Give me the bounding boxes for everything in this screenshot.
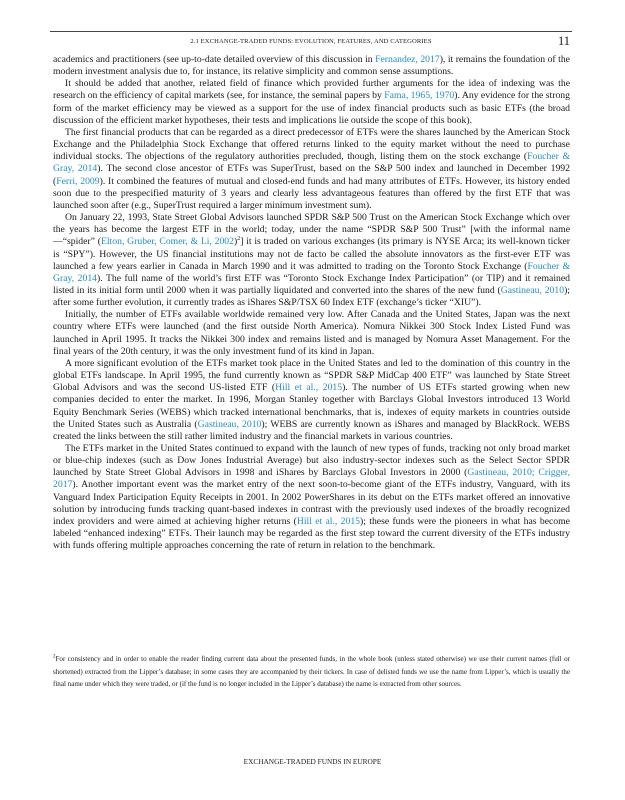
text-run: On January 22, 1993, State Street Global Advisors launched SPDR S&P 500 Trust on the American Stock Exchange which over the years has become the largest ETF in the world; today, under the name “SPDR S&P 500 Trust” [with the informal name—“spider” ( [53, 212, 570, 248]
body-text [53, 54, 570, 552]
text-run: ] it is traded on various exchanges (its primary is NYSE Arca; its well-known ticker is “SPY”). However, the US financial institutions may not de facto be called the absolute innovators as the first-ever ETF was launched a few years earlier in Canada in March 1990 and it was admitted to trading on the Toronto Stock Exchange ( [53, 236, 570, 272]
text-run: ) [233, 236, 238, 248]
running-title: 2.1 EXCHANGE-TRADED FUNDS: EVOLUTION, FEATURES, AND CATEGORIES [190, 38, 432, 45]
footnote-marker: 2 [53, 654, 56, 660]
running-header [50, 36, 572, 48]
citation-link[interactable]: Fernandez, 2017 [375, 54, 440, 65]
citation-link[interactable]: Gastineau, 2010 [197, 418, 262, 430]
footnote [53, 653, 570, 691]
paragraph [53, 309, 570, 358]
paragraph [53, 358, 570, 443]
text-run: ). The second close ancestor of ETFs was SuperTrust, based on the S&P 500 index and launched in December 1992 ( [53, 163, 570, 187]
citation-link[interactable]: Foucher & Gray, 2014 [53, 260, 570, 284]
text-run: The ETFs market in the United States continued to expand with the launch of new types of funds, tracking not only broad market or blue-chip indexes (such as Dow Jones Industrial Average) but also industry-sector indexes such as the Select Sector SPDR launched by State Street Global Advisors in 1998 and iShares by Barclays Global Investors in 2000 ( [53, 443, 570, 479]
citation-link[interactable]: Fama, 1965, 1970 [384, 90, 455, 102]
text-run: academics and practitioners (see up-to-date detailed overview of this discussion in [53, 54, 376, 65]
text-run: The first financial products that can be regarded as a direct predecessor of ETFs were the shares launched by the American Stock Exchange and the Philadelphia Stock Exchange that offered returns linked to the equity market without the need to purchase individual stocks. The objections of the regulatory authorities precluded, though, listing them on the stock exchange ( [53, 126, 570, 163]
text-run: ). Any evidence for the strong form of the market efficiency may be viewed as a support for the use of index financial products such as basic ETFs (the broad discussion of the efficient market hypotheses, their tests and implications lie outside the scope of this book). [53, 90, 570, 126]
running-footer: EXCHANGE-TRADED FUNDS IN EUROPE [243, 757, 382, 766]
citation-link[interactable]: Hill et al., 2015 [275, 382, 343, 394]
text-run: Initially, the number of ETFs available worldwide remained very low. After Canada and the United States, Japan was the next country where ETFs were launched (and the first outside North America). Nomura Nikkei 300 Stock Index Listed Fund was launched in April 1995. It tracks the Nikkei 300 index and remains listed and is managed by Nomura Asset Management. For the final years of the 20th century, it was the only investment fund of its kind in Japan. [53, 309, 570, 357]
text-run: ). Another important event was the market entry of the next soon-to-become giant of the ETFs industry, Vanguard, with its Vanguard Index Participation Equity Receipts in 2001. In 2002 PowerShares in its debut on the ETFs market offered an innovative solution by introducing funds tracking quant-based indexes in contrast with the previously used indexes of the broadly recognized index providers and were aimed at achieving higher returns ( [53, 479, 570, 527]
citation-link[interactable]: Hill et al., 2015 [296, 515, 361, 527]
text-run: ); WEBS are currently known as iShares and managed by BlackRock. WEBS created the links between the still rather limited industry and the financial markets in various countries. [53, 418, 570, 442]
paragraph [53, 443, 570, 552]
text-run: ). The number of US ETFs started growing when new companies decided to enter the market. In 1996, Morgan Stanley together with Barclays Global Investors introduced 13 World Equity Benchmark Series (WEBS) which tracked international benchmarks, that is, indexes of equity markets in countries outside the United States such as Australia ( [53, 382, 570, 430]
text-run: ). It combined the features of mutual and closed-end funds and had many attributes of ETFs. However, its history ended soon due to the prespecified maturity of 3 years and clearly less advantageous features than offered by the first ETF that was launched soon after (e.g., SuperTrust required a larger minimum investment sum). [53, 175, 570, 211]
text-run: ); after some further evolution, it currently trades as iShares S&P/TSX 60 Index ETF (exchange’s ticker “XIU”). [53, 284, 570, 309]
text-run: ); these funds were the pioneers in what has become labeled “enhanced indexing” ETFs. Their launch may be regarded as the first step toward the current diversity of the ETFs industry with funds offering multiple approaches concerning the rate of return in relation to the benchmark. [53, 515, 570, 552]
citation-link[interactable]: Gastineau, 2010 [500, 284, 565, 296]
footnote-text: For consistency and in order to enable the reader finding current data about the presented funds, in the whole book (unless stated otherwise) we use their current names (full or shortened) extracted from the Lipper’s database; in some cases they are accompanied by their tickers. In case of delisted funds we use the name from Lipper’s, which is usually the final name under which they were traded, or (if the fund is no longer included in the Lipper’s database) the name is extracted from other sources. [53, 655, 570, 689]
citation-link[interactable]: Elton, Gruber, Comer, & Li, 2002 [100, 236, 234, 248]
text-run: A more significant evolution of the ETFs market took place in the United States and led to the domination of this country in the global ETFs landscape. In April 1995, the fund currently known as “SPDR S&P MidCap 400 ETF” was launched by State Street Global Advisors and was the second US-listed ETF ( [53, 357, 570, 394]
paragraph [53, 127, 570, 212]
text-run: It should be added that another, related field of finance which provided further arguments for the idea of indexing was the research on the efficiency of capital markets (see, for instance, the seminal papers by [53, 78, 570, 102]
paragraph [53, 212, 570, 309]
paragraph [53, 54, 570, 78]
citation-link[interactable]: Gastineau, 2010; Crigger, 2017 [53, 467, 570, 491]
text-run: ). The full name of the world’s first ETF was “Toronto Stock Exchange Index Participation” (or TIP) and it remained listed in its initial form until 2000 when it was partially liquidated and converted into the shares of the new fund ( [53, 272, 570, 296]
page-number: 11 [557, 34, 570, 48]
footnote-reference[interactable]: 2 [237, 236, 241, 243]
paragraph [53, 78, 570, 127]
header-rule [50, 31, 572, 32]
citation-link[interactable]: Ferri, 2009 [56, 175, 100, 187]
text-run: ), it remains the foundation of the modern investment analysis due to, for instance, its relative simplicity and common sense assumptions. [53, 54, 570, 78]
citation-link[interactable]: Foucher & Gray, 2014 [53, 151, 570, 175]
